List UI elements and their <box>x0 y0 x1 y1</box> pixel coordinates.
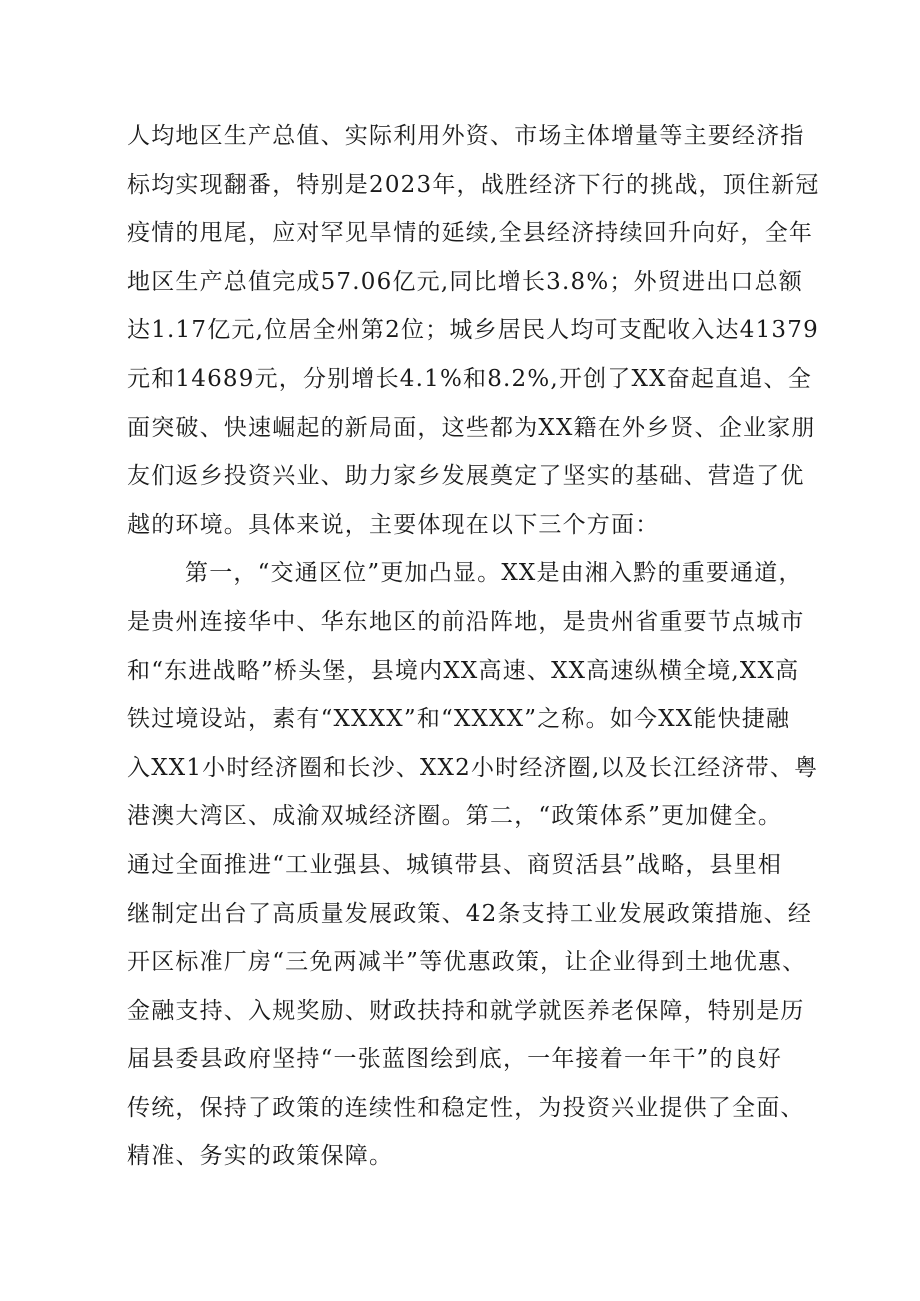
text-line: 面突破、快速崛起的新局面，这些都为XX籍在外乡贤、企业家朋 <box>127 414 816 441</box>
text-line: 标均实现翻番，特别是2023年，战胜经济下行的挑战，顶住新冠 <box>127 171 820 198</box>
text-line: 人均地区生产总值、实际利用外资、市场主体增量等主要经济指 <box>127 123 805 149</box>
text-line: 金融支持、入规奖励、财政扶持和就学就医养老保障，特别是历 <box>127 997 805 1024</box>
text-line: 届县委县政府坚持“一张蓝图绘到底，一年接着一年干”的良好 <box>127 1046 783 1073</box>
text-line: 友们返乡投资兴业、助力家乡发展奠定了坚实的基础、营造了优 <box>127 463 805 490</box>
text-line: 越的环境。具体来说，主要体现在以下三个方面： <box>127 511 660 538</box>
text-line: 疫情的甩尾，应对罕见旱情的延续,全县经济持续回升向好，全年 <box>127 220 814 247</box>
text-line: 继制定出台了高质量发展政策、42条支持工业发展政策措施、经 <box>127 900 813 927</box>
body-text <box>127 112 820 1181</box>
text-line: 铁过境设站，素有“XXXX”和“XXXX”之称。如今XX能快捷融 <box>127 706 791 733</box>
text-line: 和“东进战略”桥头堡，县境内XX高速、XX高速纵横全境,XX高 <box>127 657 800 684</box>
text-line: 精准、务实的政策保障。 <box>127 1143 394 1170</box>
text-line: 通过全面推进“工业强县、城镇带县、商贸活县”战略，县里相 <box>127 851 783 878</box>
text-line: 入XX1小时经济圈和长沙、XX2小时经济圈,以及长江经济带、粤 <box>127 754 819 781</box>
text-line: 元和14689元，分别增长4.1%和8.2%,开创了XX奋起直追、全 <box>127 365 812 392</box>
text-line: 传统，保持了政策的连续性和稳定性，为投资兴业提供了全面、 <box>127 1094 805 1121</box>
text-line: 地区生产总值完成57.06亿元,同比增长3.8%；外贸进出口总额 <box>127 268 803 295</box>
text-line: 开区标准厂房“三免两减半”等优惠政策，让企业得到土地优惠、 <box>127 949 807 976</box>
text-line: 港澳大湾区、成渝双城经济圈。第二，“政策体系”更加健全。 <box>127 803 783 830</box>
text-line: 达1.17亿元,位居全州第2位；城乡居民人均可支配收入达41379 <box>127 317 819 344</box>
text-line: 是贵州连接华中、华东地区的前沿阵地，是贵州省重要节点城市 <box>127 608 805 635</box>
paragraph-first-line: 第一，“交通区位”更加凸显。XX是由湘入黔的重要通道， <box>185 560 803 587</box>
